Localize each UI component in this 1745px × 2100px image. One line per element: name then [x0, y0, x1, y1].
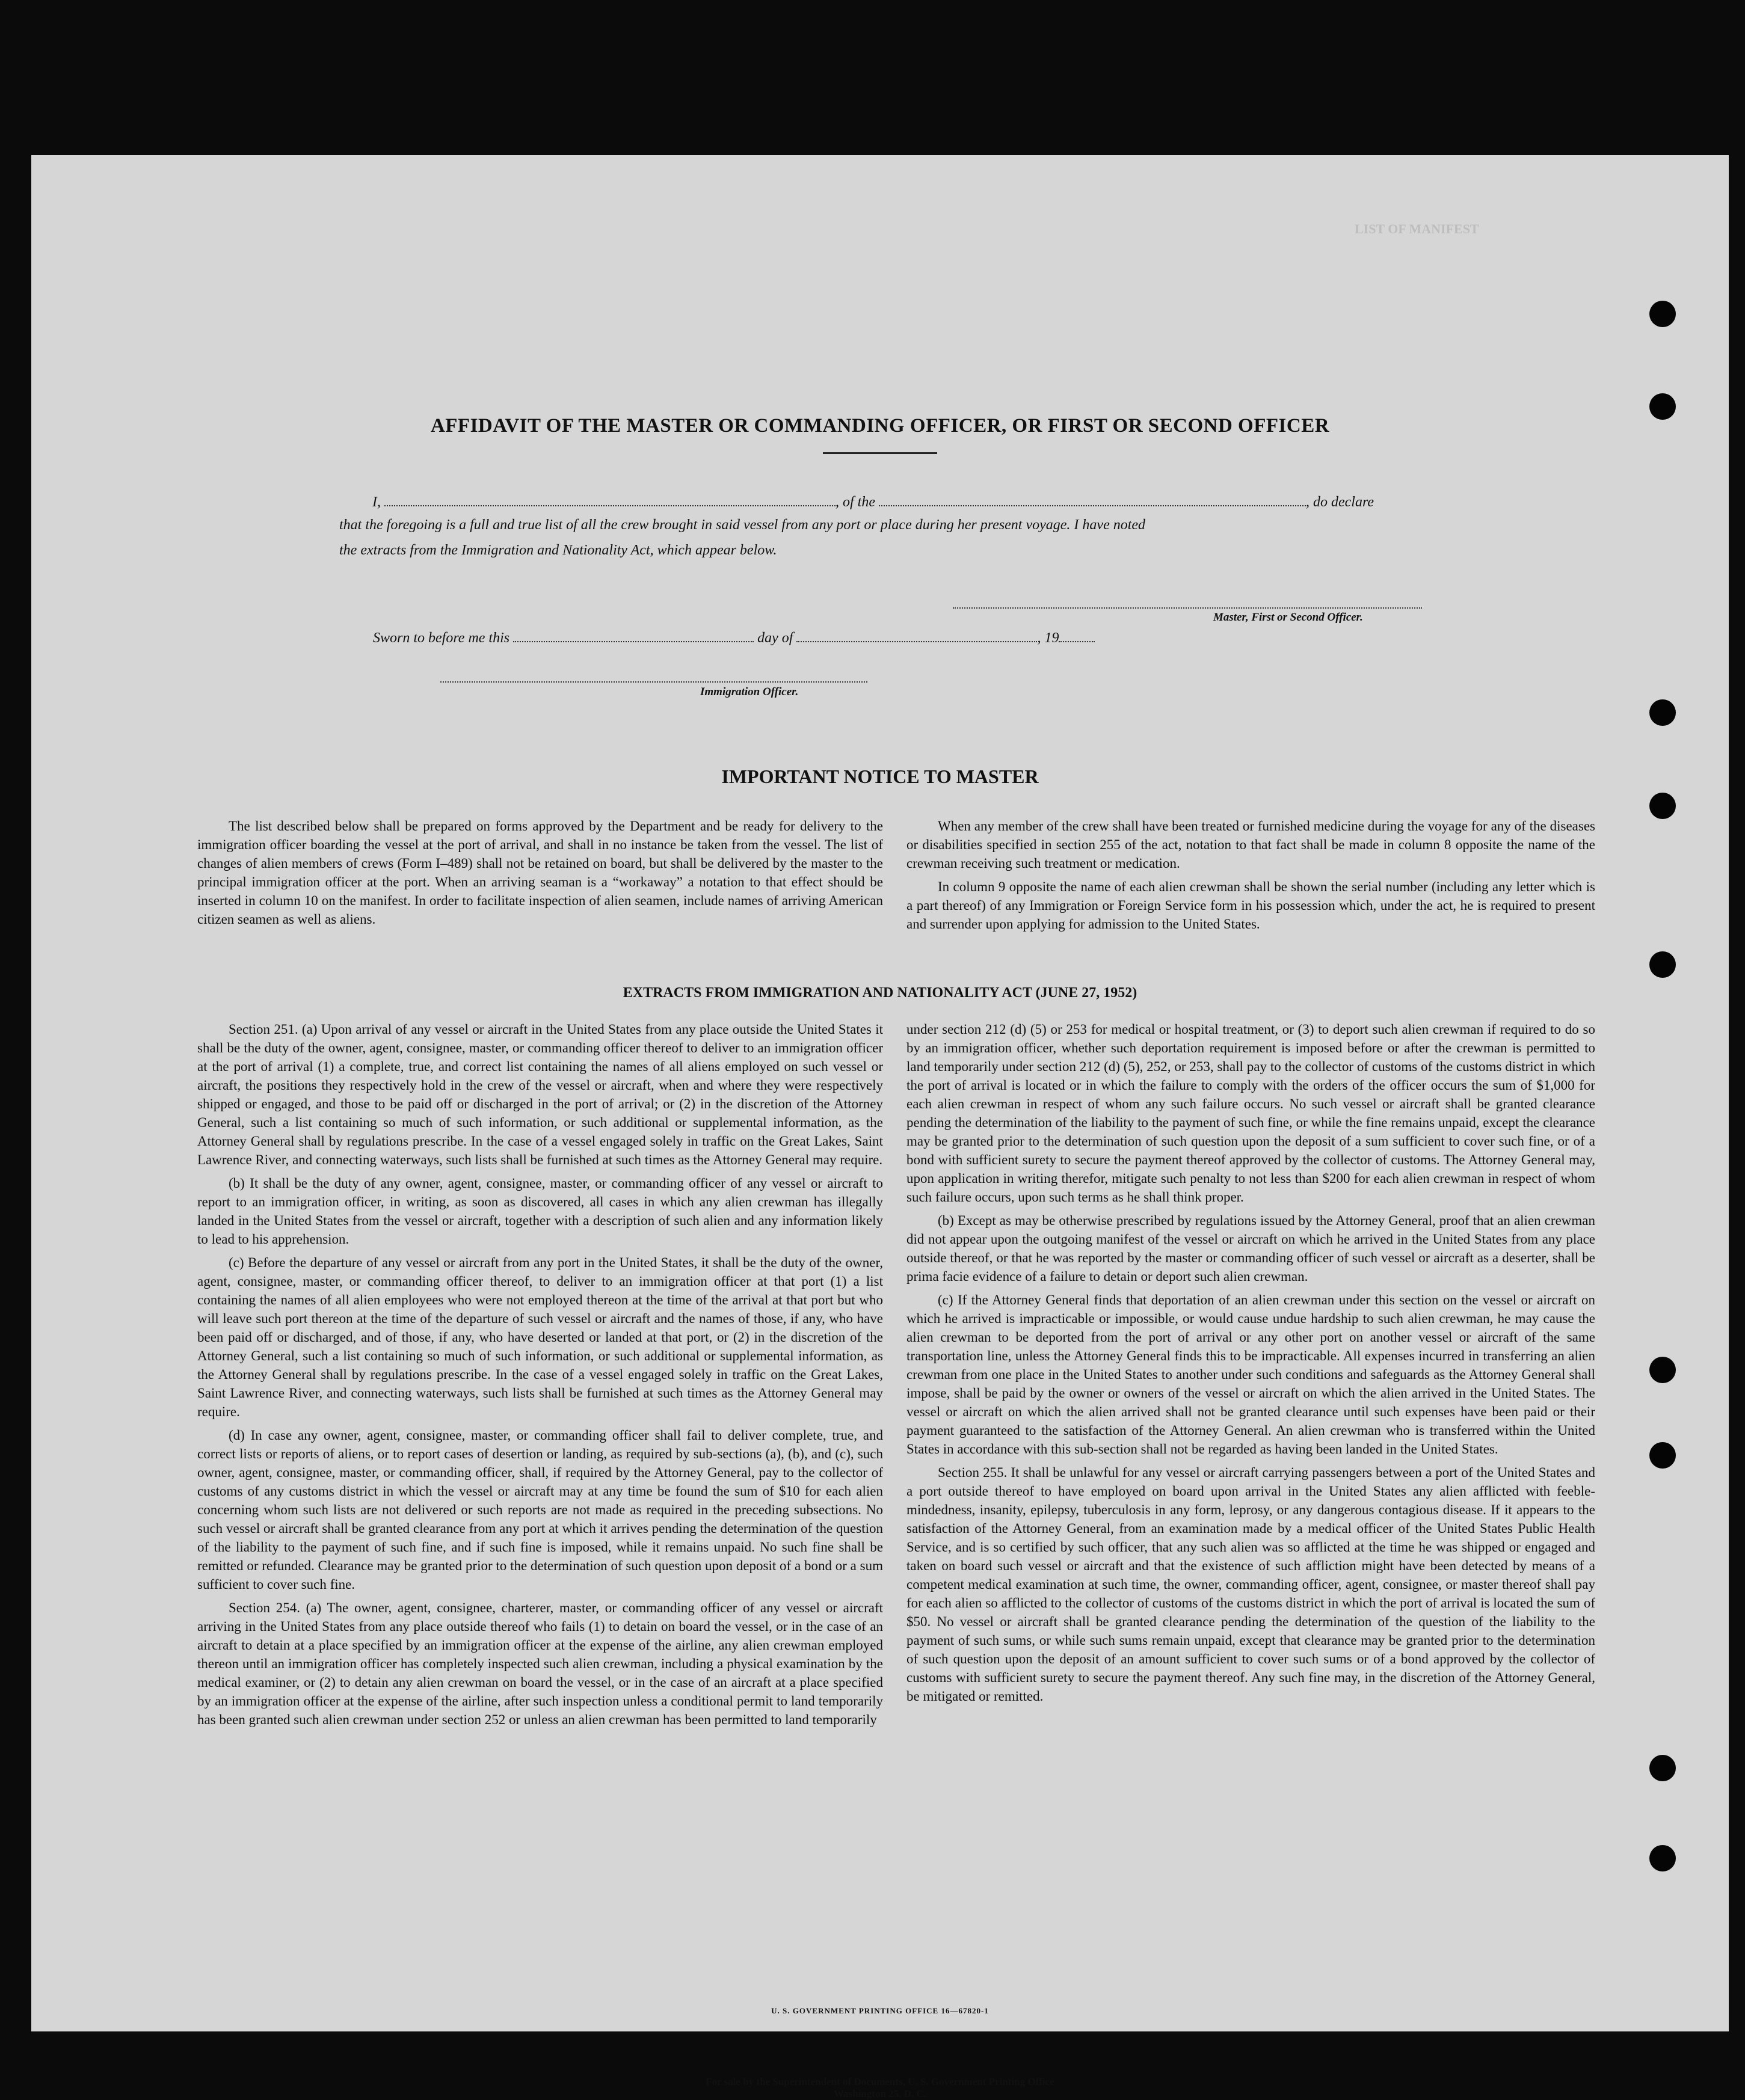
- printing-office-line: U. S. GOVERNMENT PRINTING OFFICE 16—67820-1: [771, 2006, 989, 2015]
- title-divider: [823, 452, 937, 454]
- year-label: , 19: [1037, 630, 1059, 646]
- extract-paragraph: Section 251. (a) Upon arrival of any vessel or aircraft in the United States from any place outside the United States it shall be the duty of the owner, agent, consignee, master, or commanding officer thereof to deliver to an immigration officer at the port of arrival (1) a complete, true, and correct list containing the names of all aliens employed on such vessel or aircraft, the positions they respectively hold in the crew of the vessel or aircraft, when and where they were respectively shipped or engaged, and those to be paid off or discharged in the port of arrival; or (2) in the discretion of the Attorney General, such a list containing so much of such information, or such additional or supplemental information, as the Attorney General shall by regulations prescribe. In the case of a vessel engaged solely in traffic on the Great Lakes, Saint Lawrence River, and connecting waterways, such lists shall be furnished at such times as the Attorney General may require.: [197, 1022, 883, 1167]
- sale-notice-line-2: Washington 25, D. C.: [834, 2088, 926, 2099]
- sworn-label: Sworn to before me this: [373, 630, 510, 646]
- master-signature-line[interactable]: [953, 607, 1422, 609]
- affidavit-title: AFFIDAVIT OF THE MASTER OR COMMANDING OFFICER, OR FIRST OR SECOND OFFICER: [430, 415, 1330, 437]
- sworn-line: [373, 628, 1095, 646]
- notice-left-column: [197, 817, 883, 933]
- notice-right-paragraph-2: In column 9 opposite the name of each alien crewman shall be shown the serial number (including any letter which is a part thereof) of any Immigration or Foreign Service form in his possession which, under the act, he is required to present and surrender upon applying for admission to the United States.: [906, 879, 1595, 932]
- affidavit-line-2: that the foregoing is a full and true list of all the crew brought in said vessel from any port or place during her present voyage. I have noted: [339, 517, 1146, 533]
- extract-paragraph: Section 254. (a) The owner, agent, consignee, charterer, master, or commanding officer of any vessel or aircraft arriving in the United States from any place outside thereof who fails (1) to detain on board the vessel, or in the case of an aircraft to detain at a place specified by an immigration officer at the expense of the airline, any alien crewman employed thereon until an immigration officer has completely inspected such alien crewman, including a physical examination by the medical examiner, or (2) to detain any alien crewman on board the vessel, or in the case of an aircraft at a place specified by an immigration officer at the expense of the airline, after such inspection unless a conditional permit to land temporarily has been granted such alien crewman under section 252 or unless an alien crewman has been permitted to land temporarily: [197, 1600, 883, 1727]
- sale-notice-line-1: For sale by the Superintendent of Documents, U. S. Government Printing Office: [706, 2076, 1054, 2087]
- bleed-through-header: LIST OF MANIFEST: [1355, 221, 1479, 236]
- notice-right-paragraph-1: When any member of the crew shall have been treated or furnished medicine during the voyage for any of the diseases or disabilities specified in section 255 of the act, notation to that fact shall be made in column 8 opposite the name of the crewman receiving such treatment or medication.: [906, 818, 1595, 871]
- punch-hole: [1649, 699, 1676, 726]
- extract-paragraph: (b) Except as may be otherwise prescribed by regulations issued by the Attorney General, proof that an alien crewman did not appear upon the outgoing manifest of the vessel or aircraft on which he arrived in the United States from any place outside thereof, or that he was reported by the master or commanding officer of such vessel or aircraft as a deserter, shall be prima facie evidence of a failure to detain or deport such alien crewman.: [906, 1213, 1595, 1284]
- punch-hole: [1649, 301, 1676, 327]
- day-of-label: day of: [757, 630, 793, 646]
- master-signature-label: Master, First or Second Officer.: [1213, 611, 1363, 624]
- extracts-left-column: [197, 1020, 883, 1734]
- vessel-field[interactable]: [879, 492, 1306, 506]
- sworn-year-field[interactable]: [1059, 628, 1095, 642]
- extracts-right-column: [906, 1020, 1595, 1710]
- extract-paragraph: (b) It shall be the duty of any owner, agent, consignee, master, or commanding officer of any vessel or aircraft to report to an immigration officer, in writing, as soon as discovered, all cases in which any alien crewman has illegally landed in the United States from the vessel or aircraft, together with a description of such alien and any information likely to lead to his apprehension.: [197, 1176, 883, 1247]
- punch-hole: [1649, 951, 1676, 978]
- affidavit-line-3: the extracts from the Immigration and Nationality Act, which appear below.: [339, 542, 777, 558]
- sworn-month-field[interactable]: [796, 628, 1037, 642]
- extract-paragraph: under section 212 (d) (5) or 253 for medical or hospital treatment, or (3) to deport such alien crewman if required to do so by an immigration officer, whether such deportation requirement is imposed before or after the crewman is permitted to land temporarily under section 212 (d) (5), 252, or 253, shall pay to the collector of customs of the customs district in which the port of arrival is located or in which the failure to comply with the orders of the officer occurs the sum of $1,000 for each alien crewman in respect of whom any such failure occurs. No such vessel or aircraft shall be granted clearance pending the determination of the liability to the payment of such fine, or while the fine remains unpaid, except the clearance may be granted prior to the determination of such question upon the deposit of a sum sufficient to cover such fine, or of a bond with sufficient surety to secure the payment thereof approved by the collector of customs. The Attorney General may, upon application in writing therefor, mitigate such penalty to not less than $200 for each alien crewman in respect of whom such failure occurs, upon such terms as he shall think proper.: [906, 1022, 1595, 1205]
- of-the-label: , of the: [836, 494, 875, 510]
- immigration-officer-signature-line[interactable]: [440, 681, 867, 683]
- extracts-title: EXTRACTS FROM IMMIGRATION AND NATIONALITY ACT (JUNE 27, 1952): [623, 985, 1137, 1001]
- extract-paragraph: (d) In case any owner, agent, consignee, master, or commanding officer shall fail to deliver complete, true, and correct lists or reports of aliens, or to report cases of desertion or landing, as required by sub-sections (a), (b), and (c), such owner, agent, consignee, master, or commanding officer, shall, if required by the Attorney General, pay to the collector of customs of any customs district in which the vessel or aircraft may at any time be found the sum of $10 for each alien concerning whom such lists are not delivered or such reports are not made as required in the preceding subsections. No such vessel or aircraft shall be granted clearance from any port at which it arrives pending the determination of the question of the liability to the payment of such fine, and if such fine is imposed, while it remains unpaid. No such fine shall be remitted or refunded. Clearance may be granted prior to the determination of such question upon deposit of a bond or a sum sufficient to cover such fine.: [197, 1428, 883, 1592]
- punch-hole: [1649, 1845, 1676, 1871]
- punch-hole: [1649, 393, 1676, 420]
- name-field[interactable]: [384, 492, 836, 506]
- sale-notice: [31, 2076, 1729, 2100]
- notice-right-column: [906, 817, 1595, 938]
- extract-paragraph: (c) Before the departure of any vessel or aircraft from any port in the United States, it shall be the duty of the owner, agent, consignee, master, or commanding officer thereof, to deliver to an immigration officer at that port (1) a list containing the names of all alien employees who were not employed thereon at the time of the arrival at that port but who will leave such port thereon at the time of the departure of such vessel or aircraft and the names of those, if any, who have been paid off or discharged, and of those, if any, who have deserted or landed at that port, or (2) in the discretion of the Attorney General, such a list containing so much of such information, or such additional or supplemental information, as the Attorney General shall by regulations prescribe. In the case of a vessel engaged solely in traffic on the Great Lakes, Saint Lawrence River, and connecting waterways, such lists shall be furnished at such times as the Attorney General may require.: [197, 1255, 883, 1419]
- immigration-officer-label: Immigration Officer.: [700, 686, 799, 698]
- punch-hole: [1649, 1755, 1676, 1781]
- sworn-day-field[interactable]: [513, 628, 754, 642]
- punch-hole: [1649, 1442, 1676, 1469]
- extract-paragraph: Section 255. It shall be unlawful for any vessel or aircraft carrying passengers between a port of the United States and a port outside thereof to have employed on board upon arrival in the United States any alien afflicted with feeble-mindedness, insanity, epilepsy, tuberculosis in any form, leprosy, or any dangerous contagious disease. If it appears to the satisfaction of the Attorney General, from an examination made by a medical officer of the United States Public Health Service, and is so certified by such officer, that any such alien was so afflicted at the time he was shipped or engaged and taken on board such vessel or aircraft and that the existence of such affliction might have been detected by means of a competent medical examination at such time, the owner, commanding officer, agent, consignee, or master thereof shall pay for each alien so afflicted to the collector of customs of the customs district in which the port of arrival is located the sum of $50. No vessel or aircraft shall be granted clearance pending the determination of the question of the liability to the payment of such sums, or while such sums remain unpaid, except that clearance may be granted prior to the determination of such question upon the deposit of an amount sufficient to cover such sums or of a bond approved by the collector of customs with sufficient surety to secure the payment thereof. Any such fine may, in the discretion of the Attorney General, be mitigated or remitted.: [906, 1465, 1595, 1704]
- notice-left-paragraph: The list described below shall be prepared on forms approved by the Department and be ready for delivery to the immigration officer boarding the vessel at the port of arrival, and shall in no instance be taken from the vessel. The list of changes of alien members of crews (Form I–489) shall not be retained on board, but shall be delivered by the master to the principal immigration officer at the port. When an arriving seaman is a “workaway” a notation to that effect should be inserted in column 10 on the manifest. In order to facilitate inspection of alien seamen, include names of arriving American citizen seamen as well as aliens.: [197, 818, 883, 927]
- affidavit-i-label: I,: [372, 494, 381, 510]
- notice-title: IMPORTANT NOTICE TO MASTER: [721, 766, 1039, 787]
- punch-hole: [1649, 793, 1676, 819]
- document-page: [31, 155, 1729, 2099]
- extract-paragraph: (c) If the Attorney General finds that deportation of an alien crewman under this section on the vessel or aircraft on which he arrived is impracticable or impossible, or would cause undue hardship to such alien crewman, he may cause the alien crewman to be deported from the port of arrival or any other port on another vessel or aircraft of the same transportation line, unless the Attorney General finds this to be impracticable. All expenses incurred in transferring an alien crewman from one place in the United States to another under such conditions and safeguards as the Attorney General shall impose, shall be paid by the owner or owners of the vessel or aircraft on which the alien arrived in the United States. The vessel or aircraft on which the alien arrived shall not be granted clearance until such expenses have been paid or their payment guaranteed to the satisfaction of the Attorney General. An alien crewman who is transferred within the United States in accordance with this sub-section shall not be regarded as having been landed in the United States.: [906, 1292, 1595, 1457]
- affidavit-line-1: [372, 492, 1374, 511]
- declare-label: , do declare: [1306, 494, 1374, 510]
- punch-hole: [1649, 1357, 1676, 1383]
